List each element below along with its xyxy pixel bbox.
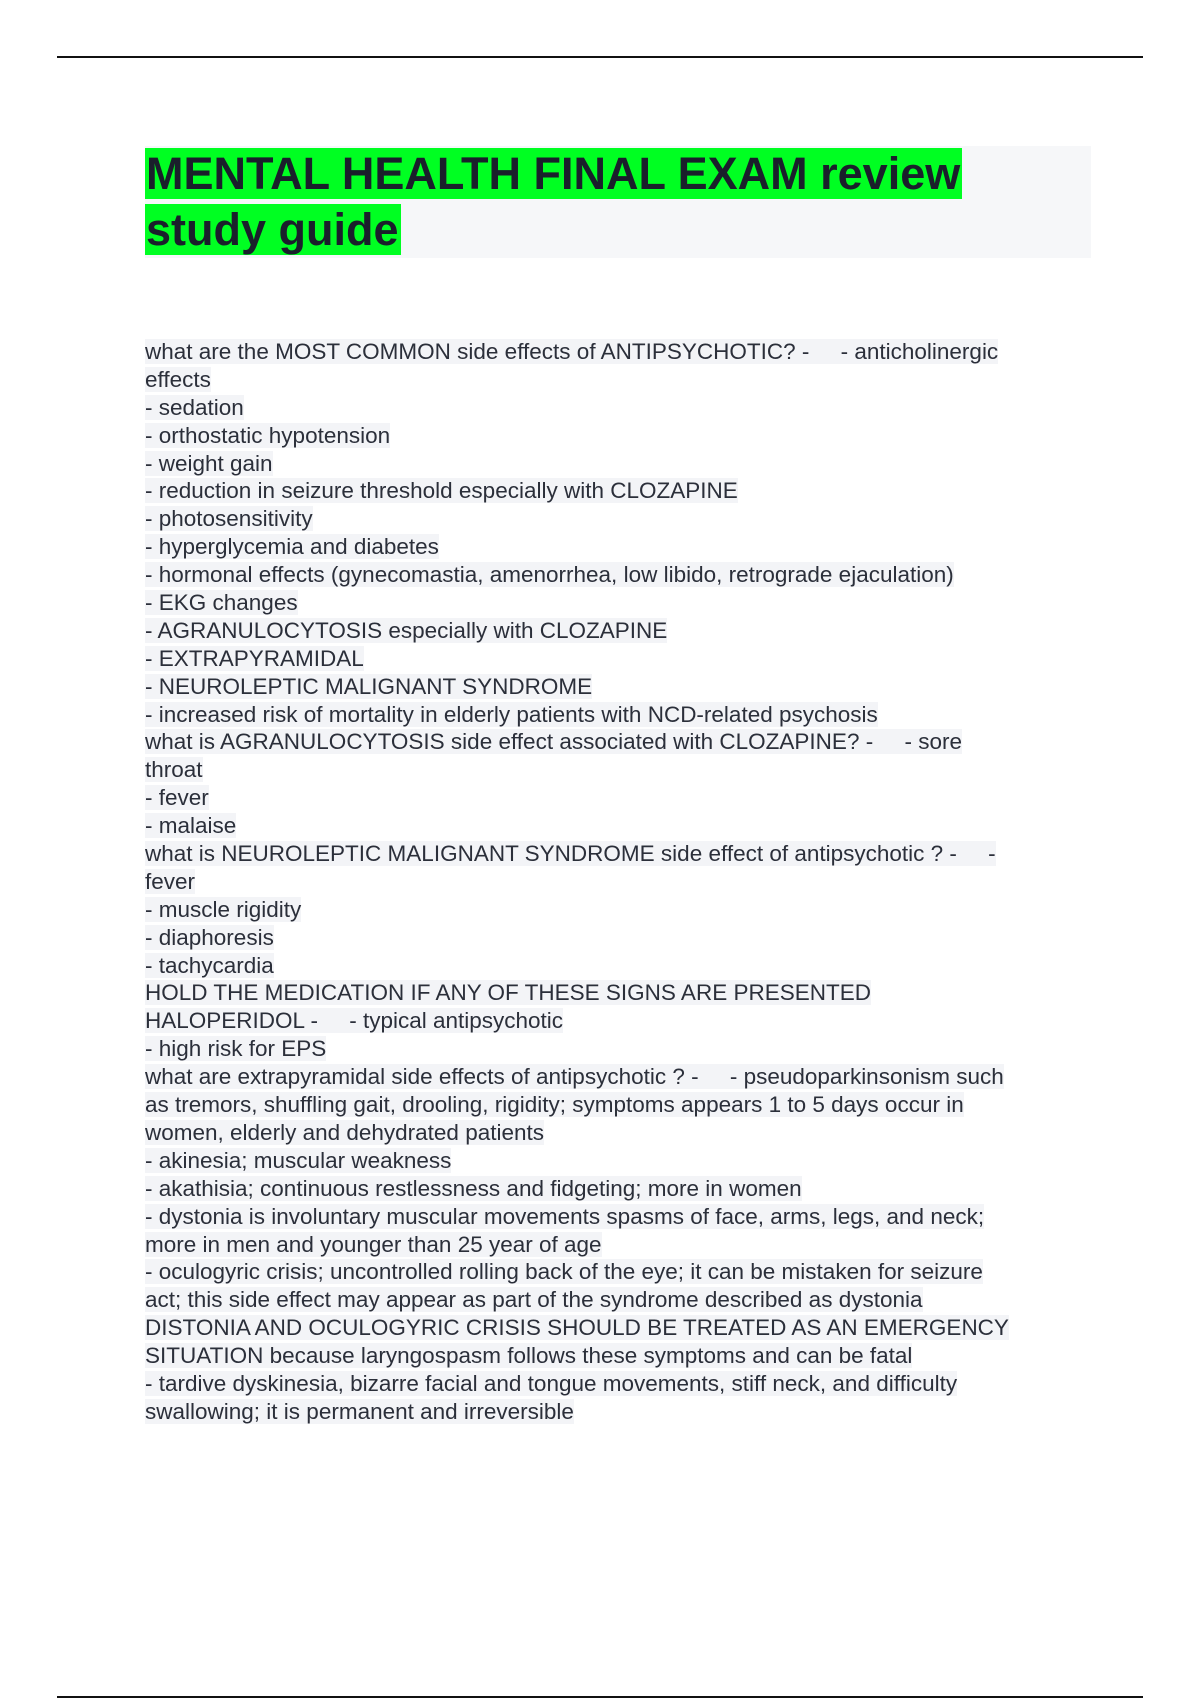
title-block: [145, 146, 1091, 258]
text-line: [145, 784, 1095, 812]
text-line-content: what are extrapyramidal side effects of antipsychotic ? - - pseudoparkinsonism such: [145, 1064, 1004, 1090]
text-line: [145, 366, 1095, 394]
text-line-content: - tachycardia: [145, 952, 274, 978]
text-line-content: throat: [145, 757, 203, 783]
text-line-content: - akinesia; muscular weakness: [145, 1147, 452, 1173]
text-line: [145, 477, 1095, 505]
text-line: [145, 1091, 1095, 1119]
text-line: [145, 896, 1095, 924]
document-title: [145, 146, 1091, 258]
text-line: [145, 1286, 1095, 1314]
text-line: [145, 756, 1095, 784]
text-line: [145, 812, 1095, 840]
text-line: [145, 394, 1095, 422]
text-line: [145, 1370, 1095, 1398]
text-line-content: - NEUROLEPTIC MALIGNANT SYNDROME: [145, 673, 593, 699]
text-line-content: - tardive dyskinesia, bizarre facial and tongue movements, stiff neck, and difficulty: [145, 1370, 958, 1396]
text-line-content: - sedation: [145, 394, 244, 420]
document-body: [145, 338, 1095, 1426]
text-line-content: SITUATION because laryngospasm follows these symptoms and can be fatal: [145, 1343, 913, 1369]
text-line-content: - akathisia; continuous restlessness and fidgeting; more in women: [145, 1175, 802, 1201]
text-line: [145, 1231, 1095, 1259]
text-line: [145, 952, 1095, 980]
text-line-content: - weight gain: [145, 450, 273, 476]
text-line-content: act; this side effect may appear as part of the syndrome described as dystonia: [145, 1287, 923, 1313]
text-line-content: - muscle rigidity: [145, 896, 302, 922]
text-line-content: what is AGRANULOCYTOSIS side effect associated with CLOZAPINE? - - sore: [145, 729, 962, 755]
text-line: [145, 840, 1095, 868]
text-line-content: as tremors, shuffling gait, drooling, rigidity; symptoms appears 1 to 5 days occur in: [145, 1092, 964, 1118]
text-line-content: - fever: [145, 785, 209, 811]
text-line: [145, 589, 1095, 617]
text-line-content: - malaise: [145, 813, 237, 839]
text-line: [145, 422, 1095, 450]
text-line: [145, 561, 1095, 589]
text-line: [145, 1175, 1095, 1203]
text-line: [145, 1119, 1095, 1147]
text-line-content: - diaphoresis: [145, 924, 274, 950]
text-line-content: what are the MOST COMMON side effects of ANTIPSYCHOTIC? - - anticholinergic: [145, 339, 999, 364]
text-line-content: fever: [145, 868, 196, 894]
text-line-content: - increased risk of mortality in elderly patients with NCD-related psychosis: [145, 701, 878, 727]
text-line: [145, 1314, 1095, 1342]
text-line: [145, 450, 1095, 478]
text-line-content: - reduction in seizure threshold especially with CLOZAPINE: [145, 478, 738, 504]
text-line: [145, 728, 1095, 756]
text-line: [145, 1063, 1095, 1091]
text-line-content: - photosensitivity: [145, 506, 313, 532]
text-line-content: - high risk for EPS: [145, 1036, 327, 1062]
text-line: [145, 533, 1095, 561]
text-line-content: - oculogyric crisis; uncontrolled rolling back of the eye; it can be mistaken for seizure: [145, 1259, 983, 1285]
text-line-content: swallowing; it is permanent and irreversible: [145, 1398, 574, 1424]
text-line-content: HOLD THE MEDICATION IF ANY OF THESE SIGNS ARE PRESENTED: [145, 980, 871, 1006]
text-line-content: - hyperglycemia and diabetes: [145, 534, 439, 560]
document-title-line: study guide: [146, 204, 399, 255]
text-line: [145, 1203, 1095, 1231]
text-line: [145, 1147, 1095, 1175]
text-line: [145, 868, 1095, 896]
text-line: [145, 645, 1095, 673]
text-line: [145, 338, 1095, 366]
text-line-content: women, elderly and dehydrated patients: [145, 1119, 545, 1145]
header-rule: [57, 56, 1143, 58]
text-line-content: HALOPERIDOL - - typical antipsychotic: [145, 1008, 564, 1034]
text-line: [145, 1035, 1095, 1063]
text-line: [145, 979, 1095, 1007]
text-line: [145, 1007, 1095, 1035]
text-line-content: DISTONIA AND OCULOGYRIC CRISIS SHOULD BE TREATED AS AN EMERGENCY: [145, 1315, 1009, 1341]
text-line: [145, 505, 1095, 533]
text-line-content: effects: [145, 366, 211, 392]
document-title-line: MENTAL HEALTH FINAL EXAM review: [146, 148, 961, 199]
text-line: [145, 924, 1095, 952]
text-line: [145, 1342, 1095, 1370]
text-line-content: - EKG changes: [145, 590, 298, 616]
text-line-content: - dystonia is involuntary muscular movements spasms of face, arms, legs, and neck;: [145, 1203, 985, 1229]
text-line-content: - orthostatic hypotension: [145, 422, 391, 448]
text-line: [145, 1258, 1095, 1286]
text-line-content: - AGRANULOCYTOSIS especially with CLOZAPINE: [145, 617, 668, 643]
text-line: [145, 701, 1095, 729]
text-line-content: more in men and younger than 25 year of age: [145, 1231, 602, 1257]
text-line-content: what is NEUROLEPTIC MALIGNANT SYNDROME side effect of antipsychotic ? - -: [145, 841, 996, 867]
text-line-content: - hormonal effects (gynecomastia, amenorrhea, low libido, retrograde ejaculation): [145, 562, 954, 588]
text-line: [145, 673, 1095, 701]
footer-rule: [57, 1696, 1143, 1698]
text-line: [145, 617, 1095, 645]
text-line: [145, 1398, 1095, 1426]
text-line-content: - EXTRAPYRAMIDAL: [145, 645, 364, 671]
